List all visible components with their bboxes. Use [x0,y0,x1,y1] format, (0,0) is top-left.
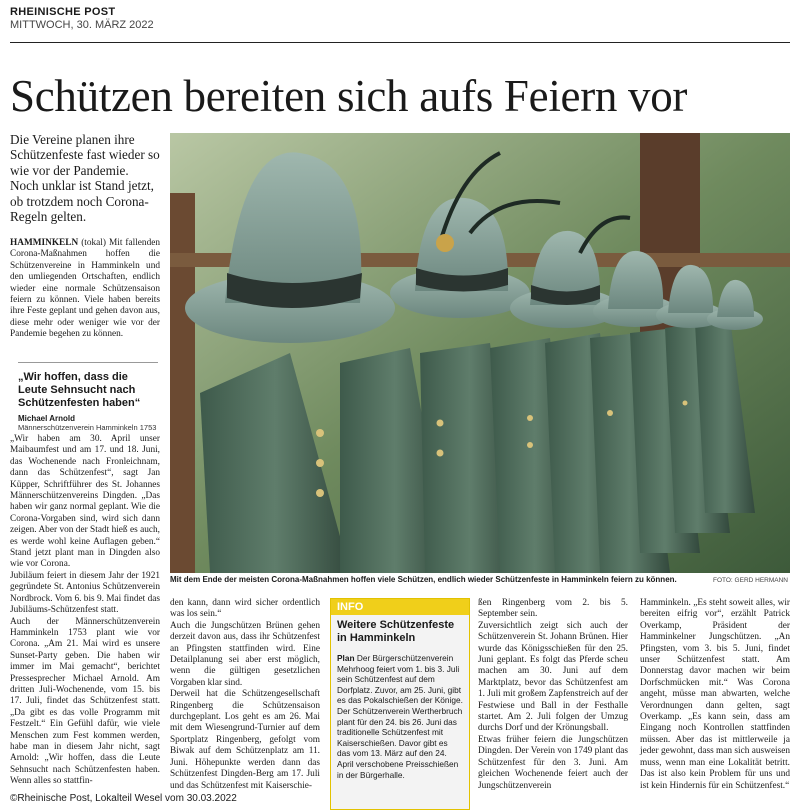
info-lead-word: Plan [337,653,355,663]
copyright-footer: ©Rheinische Post, Lokalteil Wesel vom 30.03.2022 [10,793,237,804]
column-paragraph: Hamminkeln. „Es steht soweit alles, wir bereiten eifrig vor“, erzählt Patrick Overkamp, Präsident der Hamminkelner Jungschützen. „An Pfingsten, vom 3. bis 5. Juni, findet unser Schützenfest statt. Am Donnerstag davor machen wir beim Dorfschmücken mit.“ Was Corona angeht, müsse man abwarten, welche Verordnungen dann gelten, sagt Overkamp. „Es kann sein, dass am Eingang noch Kontrollen stattfinden müssen. Aber das ist mittlerweile ja jeder gewohnt, dass man sich ausweisen muss, wenn man eine Lokalität betritt. Das ist also kein Problem für uns und ist kein Hindernis für ein Schützenfest.“ [640,598,790,791]
column-paragraph: „Wir haben am 30. April unser Maibaumfest und am 17. und 18. Juni, das Wochenende nach Fronleichnam, dann das Schützenfest“, sagt Jan Küpper, Schriftführer des St. Johannes Männerschützenvereins Dingden. „Das haben wir ganz normal geplant. Wie die Corona-Vorgaben sind, wird sich dann zeigen. Aber von der Stadt hieß es auch, es werde wohl keine Auflagen geben.“ Stand jetzt plant man in Dingden also wie vor Corona. [10,434,160,570]
column-paragraph: Zuversichtlich zeigt sich auch der Schützenverein St. Johann Brünen. Hier wurde das Königsschießen für den 25. Juni geplant. Es folgt das Pferde scheu machen am 30. Juni auf dem Marktplatz, bevor das Schützenfest am 1. Juli mit großem Zapfenstreich auf der Festwiese und Ball in der Festhalle startet. Am 2. Juli folgen der Umzug durchs Dorf und der Krönungsball. [478,620,628,734]
pull-quote-name: Michael Arnold [18,414,76,423]
photo-credit: FOTO: GERD HERMANN [713,577,788,584]
photo-caption: Mit dem Ende der meisten Corona-Maßnahmen hoffen viele Schützen, endlich wieder Schützenfeste in Hamminkeln feiern zu können. [170,575,677,584]
article-column-2 [170,598,320,792]
dateline: HAMMINKELN [10,238,79,248]
column-paragraph: Jubiläum feiert in diesem Jahr der 1921 gegründete St. Antonius Schützenverein Nordbrock. Vom 6. bis 9. Mai findet das Jubiläums-Schützenfest statt. [10,570,160,616]
masthead-divider [10,42,790,43]
column-paragraph: Auch die Jungschützen Brünen gehen derzeit davon aus, dass ihr Schützenfest an Pfingsten stattfinden wird. Eine Detailplanung sei aber erst möglich, wenn die gültigen gesetzlichen Vorgaben klar sind. [170,620,320,688]
article-column-4 [640,598,790,792]
article-column-1 [10,434,160,788]
hats-and-uniforms-illustration [170,133,790,573]
info-tag: INFO [331,599,469,615]
info-body [331,649,469,784]
article-column-3 [478,598,628,792]
column-paragraph: Auch der Männerschützenverein Hamminkeln 1753 plant wie vor Corona. „Am 21. Mai wird es unsere Sunset-Party geben. Die haben wir immer im Mai gemacht“, berichtet Pressesprecher Michael Arnold. Am dritten Juli-Wochenende, vom 15. bis 17. Juli, findet das Schützenfest statt. „Da gibt es das volle Programm mit Festzelt.“ Ein Gefühl dafür, wie viele Menschen zum Fest kommen werden, habe man in diesem Jahr nicht, sagt Arnold: „Wir hoffen, dass die Leute Sehnsucht nach Schützenfesten haben. Wenn alles so stattfin- [10,616,160,787]
info-box [330,598,470,810]
subheadline: Die Vereine planen ihre Schützenfeste fast wieder so wie vor der Pandemie. Noch unklar ist Stand jetzt, ob trotzdem noch Corona-Regeln gelten. [10,132,160,225]
column-paragraph: den kann, dann wird sicher ordentlich was los sein.“ [170,598,320,620]
headline: Schützen bereiten sich aufs Feiern vor [10,71,688,121]
lead-paragraph [10,238,160,341]
issue-date: MITTWOCH, 30. MÄRZ 2022 [10,19,154,31]
article-photo [170,133,790,573]
pull-quote [18,362,158,432]
column-paragraph: Etwas früher feiern die Jungschützen Dingden. Der Verein von 1749 plant das Schützenfest für den 3. Juni. Am gleichen Wochenende feiert auch der Jungschützenverein [478,734,628,791]
newspaper-name: RHEINISCHE POST [10,6,116,18]
pull-quote-role: Männerschützenverein Hamminkeln 1753 [18,423,157,432]
info-title: Weitere Schützenfeste in Hamminkeln [337,619,455,644]
masthead [10,6,154,31]
info-text: Der Bürgerschützenverein Mehrhoog feiert vom 1. bis 3. Juli sein Schützenfest auf dem Dorfplatz. Zuvor, am 25. Juni, gibt es das Pokalschießen der Könige. Der Schützenverein Wertherbruch plant für den 24. bis 26. Juni das traditionelle Schützenfest mit Kaiserschießen. Davor gibt es das vom 13. März auf den 24. April verschobene Preisschießen in der Bürgerhalle. [337,653,463,780]
column-paragraph: Derweil hat die Schützengesellschaft Ringenberg die Schützensaison durchgeplant. Los geht es am 26. Mai mit dem Wiesengrund-Turnier auf dem Sportplatz Ringenberg, gefolgt vom Biwak auf dem Schützenplatz am 11. Juni. Höhepunkte werden dann das Schützenfest Dingden-Berg am 17. Juli und das Schützenfest mit Kaiserschie- [170,689,320,791]
column-paragraph: ßen Ringenberg vom 2. bis 5. September sein. [478,598,628,620]
lead-text: (tokal) Mit fallenden Corona-Maßnahmen hoffen die Schützenvereine in Hamminkeln und den umliegenden Ortschaften, endlich wieder eine normale Schützensaison feiern zu können. Viele haben bereits ihre Feste geplant und gehen davon aus, diese mehr oder weniger wie vor der Pandemie begehen zu können. [10,238,161,340]
pull-quote-text: „Wir hoffen, dass die Leute Sehnsucht nach Schützenfesten haben“ [18,371,141,409]
